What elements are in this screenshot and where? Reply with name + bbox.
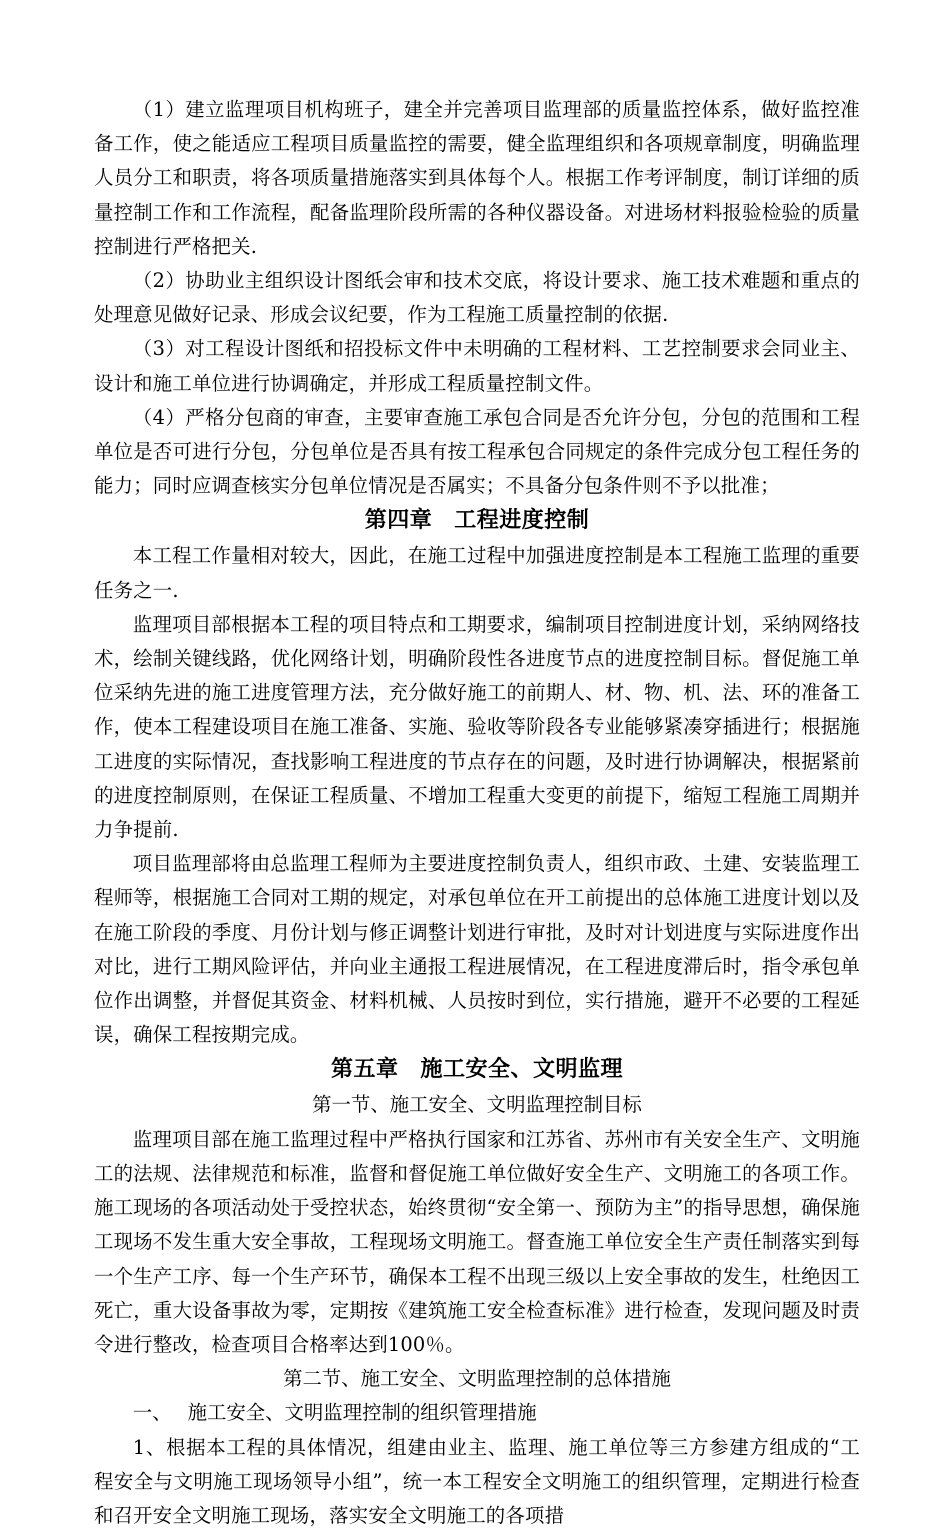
chapter-4-title: 工程进度控制: [454, 508, 590, 534]
section-1-paragraph-1: 监理项目部在施工监理过程中严格执行国家和江苏省、苏州市有关安全生产、文明施工的法规、法律规范和标准，监督和督促施工单位做好安全生产、文明施工的各项工作。施工现场的各项活动处于受控状态，始终贯彻“安全第一、预防为主”的指导思想，确保施工现场不发生重大安全事故，工程现场文明施工。督查施工单位安全生产责任制落实到每一个生产工序、每一个生产环节，确保本工程不出现三级以上安全事故的发生，杜绝因工死亡，重大设备事故为零，定期按《建筑施工安全检查标准》进行检查，发现问题及时责令进行整改，检查项目合格率达到100％。: [94, 1127, 860, 1356]
chapter-4-paragraph-1: 本工程工作量相对较大，因此，在施工过程中加强进度控制是本工程施工监理的重要任务之一.: [94, 544, 860, 602]
chapter-5-heading: [94, 1052, 860, 1088]
chapter-5-title: 施工安全、文明监理: [420, 1057, 624, 1083]
section-1-heading: 第一节、施工安全、文明监理控制目标: [312, 1093, 642, 1117]
paragraph-item-3: （3）对工程设计图纸和招投标文件中未明确的工程材料、工艺控制要求会同业主、设计和施工单位进行协调确定，并形成工程质量控制文件。: [94, 337, 860, 395]
chapter-4-paragraph-2: 监理项目部根据本工程的项目特点和工期要求，编制项目控制进度计划，采纳网络技术，绘制关键线路，优化网络计划，明确阶段性各进度节点的进度控制目标。督促施工单位采纳先进的施工进度管理方法，充分做好施工的前期人、材、物、机、法、环的准备工作，使本工程建设项目在施工准备、实施、验收等阶段各专业能够紧凑穿插进行；根据施工进度的实际情况，查找影响工程进度的节点存在的问题，及时进行协调解决，根据紧前的进度控制原则，在保证工程质量、不增加工程重大变更的前提下，缩短工程施工周期并力争提前.: [94, 612, 860, 842]
paragraph-item-4: （4）严格分包商的审查，主要审查施工承包合同是否允许分包，分包的范围和工程单位是否可进行分包，分包单位是否具有按工程承包合同规定的条件完成分包工程任务的能力；同时应调查核实分包单位情况是否属实；不具备分包条件则不予以批准；: [94, 405, 860, 498]
section-2-heading: 第二节、施工安全、文明监理控制的总体措施: [283, 1367, 671, 1391]
section-2-paragraph-1: 1、根据本工程的具体情况，组建由业主、监理、施工单位等三方参建方组成的“工程安全与文明施工现场领导小组”，统一本工程安全文明施工的组织管理，定期进行检查和召开安全文明施工现场，落实安全文明施工的各项措: [94, 1435, 860, 1527]
chapter-4-paragraph-3: 项目监理部将由总监理工程师为主要进度控制负责人，组织市政、土建、安装监理工程师等，根据施工合同对工期的规定，对承包单位在开工前提出的总体施工进度计划以及在施工阶段的季度、月份计划与修正调整计划进行审批，及时对计划进度与实际进度作出对比，进行工期风险评估，并向业主通报工程进展情况，在工程进度滞后时，指令承包单位作出调整，并督促其资金、材料机械、人员按时到位，实行措施，避开不必要的工程延误，确保工程按期完成。: [94, 852, 860, 1047]
subsection-1-number: 一、: [132, 1401, 172, 1425]
subsection-1-title: 施工安全、文明监理控制的组织管理措施: [187, 1401, 537, 1425]
chapter-5-number: 第五章: [330, 1057, 399, 1083]
paragraph-item-2: （2）协助业主组织设计图纸会审和技术交底，将设计要求、施工技术难题和重点的处理意见做好记录、形成会议纪要，作为工程施工质量控制的依据.: [94, 269, 860, 327]
chapter-4-heading: [94, 503, 860, 539]
document-page: [94, 93, 860, 1533]
paragraph-item-1: （1）建立监理项目机构班子，建全并完善项目监理部的质量监控体系，做好监控准备工作，使之能适应工程项目质量监控的需要，健全监理组织和各项规章制度，明确监理人员分工和职责，将各项质量措施落实到具体每个人。根据工作考评制度，制订详细的质量控制工作和工作流程，配备监理阶段所需的各种仪器设备。对进场材料报验检验的质量控制进行严格把关.: [94, 98, 860, 258]
subsection-1-heading: [94, 1396, 860, 1430]
chapter-4-number: 第四章: [364, 508, 433, 534]
